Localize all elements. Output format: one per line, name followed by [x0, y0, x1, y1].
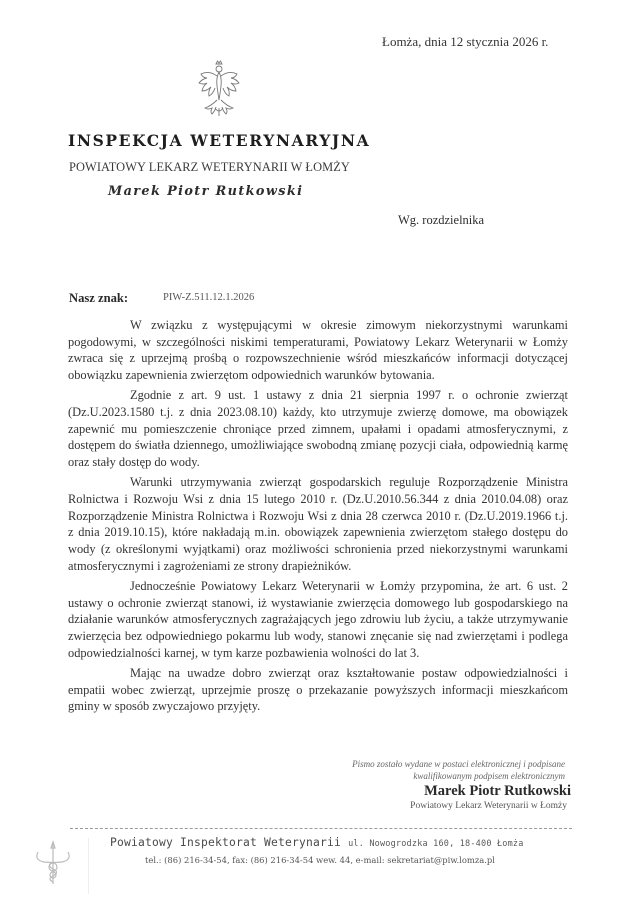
footer-address: ul. Nowogrodzka 160, 18-400 Łomża [348, 839, 524, 849]
paragraph-farm-animals: Warunki utrzymywania zwierząt gospodarskich reguluje Rozporządzenie Ministra Rolnictwa i Rozwoju Wsi z dnia 15 lutego 2010 r. (Dz.U.2010.56.344 z dnia 2010.04.08) oraz Rozporządzenie Ministra Rolnictwa i Rozwoju Wsi z dnia 28 czerwca 2010 r. (Dz.U.2019.1966 t.j. z dnia 2019.10.15), które nakładają m.in. obowiązek zapewnienia zwierzętom stałego dostępu do wody (z określonymi wyjątkami) oraz możliwości schronienia przed niekorzystnymi warunkami atmosferycznymi i zagrożeniami ze strony drapieżników. [68, 475, 568, 573]
signatory-role: Powiatowy Lekarz Weterynarii w Łomży [410, 801, 567, 811]
letter-body [68, 317, 568, 719]
recipient: Wg. rozdzielnika [398, 213, 485, 227]
organization-title: INSPEKCJA WETERYNARYJNA [68, 131, 371, 150]
paragraph-request: Mając na uwadze dobro zwierząt oraz kształtowanie postaw odpowiedzialności i empatii wobec zwierząt, uprzejmie proszę o przekazanie powyższych informacji mieszkańcom gminy w sposób zwyczajowo przyjęty. [68, 666, 568, 714]
footer-divider [70, 828, 572, 829]
footer-contact: tel.: (86) 216-34-54, fax: (86) 216-34-54 wew. 44, e-mail: sekretariat@piw.lomza.pl [145, 855, 495, 865]
paragraph-domestic-animals: Zgodnie z art. 9 ust. 1 ustawy z dnia 21 sierpnia 1997 r. o ochronie zwierząt (Dz.U.2023.1580 t.j. z dnia 2023.08.10) każdy, kto utrzymuje zwierzę domowe, ma obowiązek zapewnić mu pomieszczenie chroniące przed zimnem, upałami i opadami atmosferycznymi, z dostępem do światła dziennego, umożliwiające swobodną zmianę pozycji ciała, odpowiednią karmę oraz stały dostęp do wody. [68, 388, 568, 470]
signatory-name: Marek Piotr Rutkowski [424, 783, 571, 799]
organization-head-name: Marek Piotr Rutkowski [108, 184, 304, 199]
polish-eagle-icon [196, 58, 242, 120]
paragraph-intro: W związku z występującymi w okresie zimowym niekorzystnymi warunkami pogodowymi, w szczególności niskimi temperaturami, Powiatowy Lekarz Weterynarii w Łomży zwraca się z uprzejmą prośbą o rozpowszechnienie wśród mieszkańców informacji dotyczącej obowiązku zapewnienia zwierzętom odpowiednich warunków bytowania. [68, 318, 568, 383]
paragraph-penalty: Jednocześnie Powiatowy Lekarz Weterynarii w Łomży przypomina, że art. 6 ust. 2 ustawy o ochronie zwierząt stanowi, iż wystawianie zwierzęcia domowego lub gospodarskiego na działanie warunków atmosferycznych zagrażających jego zdrowiu lub życiu, a także utrzymywanie zwierzęcia bez odpowiedniego pokarmu lub wody, stanowi znęcanie się nad zwierzętami i podlega odpowiedzialności karnej, w tym karze pozbawienia wolności do lat 3. [68, 579, 568, 660]
caduceus-icon [28, 838, 78, 888]
footer-organization-name: Powiatowy Inspektorat Weterynarii [110, 836, 342, 849]
e-signature-note-line-1: Pismo zostało wydane w postaci elektronicznej i podpisane [352, 759, 565, 769]
reference-number: PIW-Z.511.12.1.2026 [163, 292, 255, 303]
reference-label: Nasz znak: [69, 291, 129, 305]
letter-date: Łomża, dnia 12 stycznia 2026 r. [382, 34, 549, 49]
e-signature-note-line-2: kwalifikowanym podpisem elektronicznym [413, 771, 565, 781]
footer-organization [110, 836, 524, 849]
organization-subtitle: POWIATOWY LEKARZ WETERYNARII W ŁOMŻY [69, 160, 350, 174]
e-signature-note [285, 758, 565, 782]
footer-logo-separator [88, 838, 89, 894]
